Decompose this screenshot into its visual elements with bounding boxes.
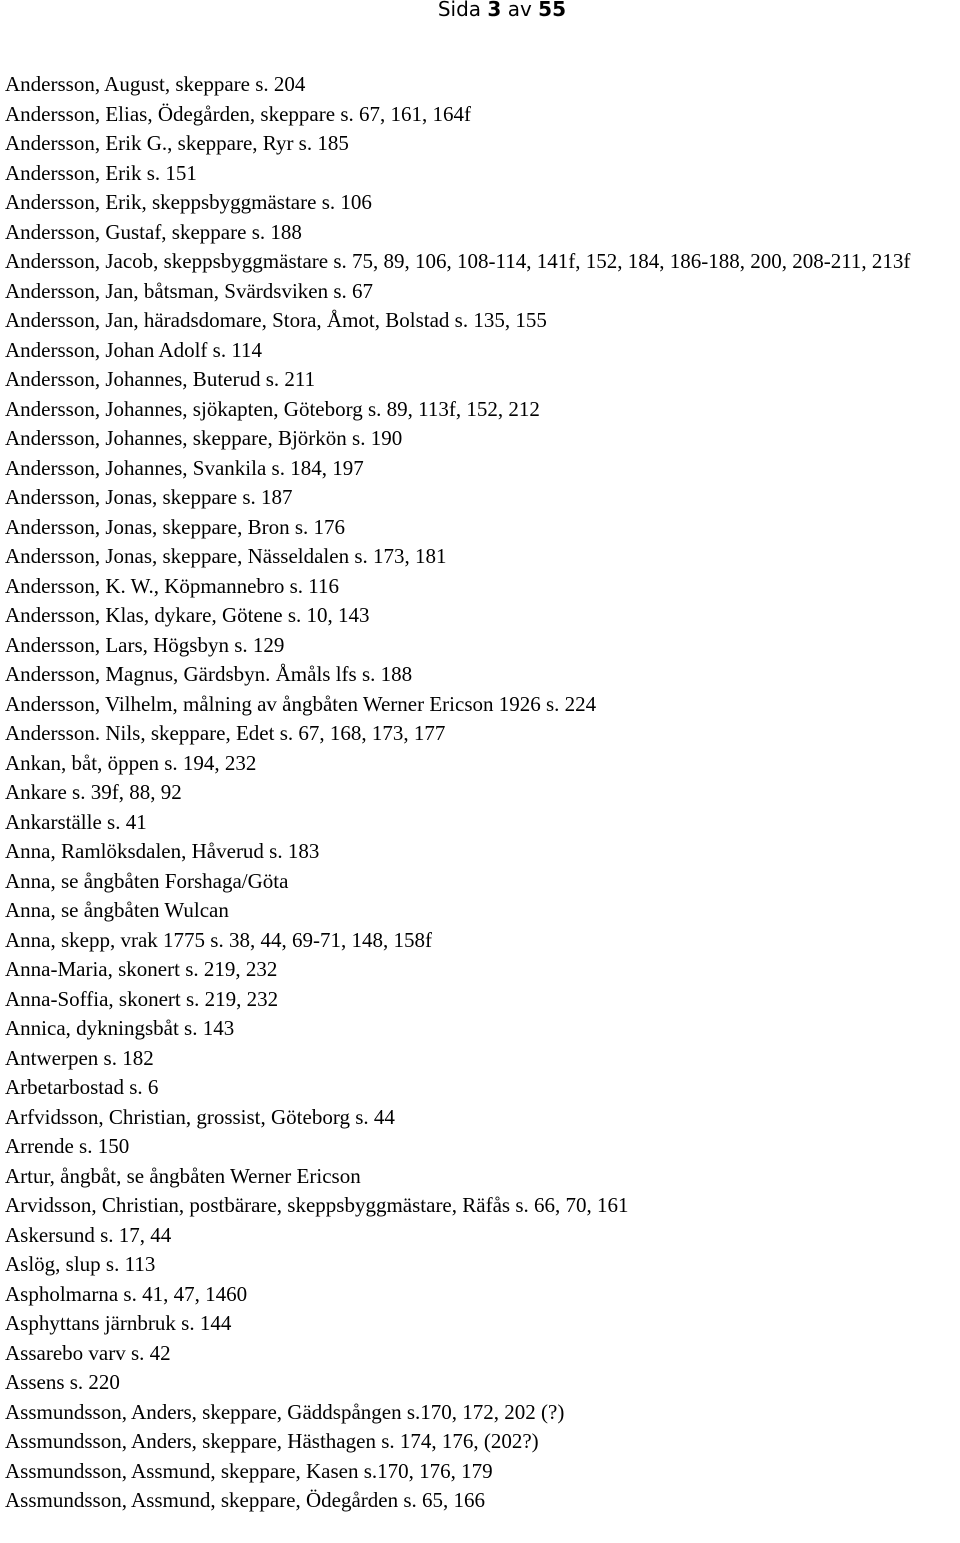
index-entry: Anna, se ångbåten Forshaga/Göta [5,868,289,893]
index-entry: Assmundsson, Anders, skeppare, Gäddspången s.170, 172, 202 (?) [5,1399,565,1424]
index-entry: Andersson, Johan Adolf s. 114 [5,337,263,362]
index-entry: Anna, skepp, vrak 1775 s. 38, 44, 69-71, 148, 158f [5,927,432,952]
index-entry: Anna-Maria, skonert s. 219, 232 [5,957,278,981]
index-entry: Assmundsson, Anders, skeppare, Hästhagen s. 174, 176, (202?) [5,1429,539,1453]
index-entry: Assmundsson, Assmund, skeppare, Kasen s.170, 176, 179 [5,1458,493,1483]
index-entry: Andersson, Erik, skeppsbyggmästare s. 106 [5,190,372,214]
index-entry: Arbetarbostad s. 6 [5,1075,159,1099]
page-indicator [438,0,566,22]
index-entry: Andersson, Klas, dykare, Götene s. 10, 143 [5,603,370,627]
index-entry: Ankan, båt, öppen s. 194, 232 [5,750,257,775]
current-page-number: 3 [487,0,502,21]
index-entry: Andersson, Jonas, skeppare s. 187 [5,485,293,509]
index-entry: Andersson, August, skeppare s. 204 [5,72,306,96]
index-entry: Andersson, Johannes, Buterud s. 211 [5,367,316,391]
index-entry: Andersson, Johannes, sjökapten, Göteborg s. 89, 113f, 152, 212 [5,396,540,421]
index-entry: Andersson, Erik G., skeppare, Ryr s. 185 [5,131,349,155]
index-entry: Andersson, Elias, Ödegården, skeppare s. 67, 161, 164f [5,101,471,126]
page-separator: av [507,0,532,21]
index-entry: Andersson, Jonas, skeppare, Bron s. 176 [5,514,346,539]
index-entry: Assens s. 220 [5,1370,120,1394]
index-entry: Andersson, Johannes, skeppare, Björkön s. 190 [5,426,403,450]
index-entry: Andersson, Magnus, Gärdsbyn. Åmåls lfs s. 188 [5,662,413,686]
index-entry: Annica, dykningsbåt s. 143 [5,1016,235,1040]
index-entry: Ankare s. 39f, 88, 92 [5,780,182,804]
index-entry: Andersson, Erik s. 151 [5,160,197,185]
index-entry: Andersson, K. W., Köpmannebro s. 116 [5,573,340,598]
index-entry: Assarebo varv s. 42 [5,1340,171,1365]
index-entry: Asphyttans järnbruk s. 144 [5,1311,232,1335]
index-entry: Assmundsson, Assmund, skeppare, Ödegården s. 65, 166 [5,1488,486,1512]
index-entry: Arfvidsson, Christian, grossist, Göteborg s. 44 [5,1104,395,1129]
index-entry: Andersson. Nils, skeppare, Edet s. 67, 168, 173, 177 [5,721,446,745]
index-entry: Andersson, Jan, häradsdomare, Stora, Åmot, Bolstad s. 135, 155 [5,308,547,332]
index-entry: Anna, se ångbåten Wulcan [5,898,229,922]
index-entry: Artur, ångbåt, se ångbåten Werner Ericson [5,1163,361,1188]
index-entries-list [5,70,960,1516]
total-pages-number: 55 [538,0,566,21]
index-entry: Antwerpen s. 182 [5,1045,154,1070]
index-entry: Anna-Soffia, skonert s. 219, 232 [5,986,279,1011]
index-entry: Andersson, Lars, Högsbyn s. 129 [5,632,285,657]
index-entry: Ankarställe s. 41 [5,809,147,834]
index-entry: Andersson, Jonas, skeppare, Nässeldalen s. 173, 181 [5,544,447,568]
index-entry: Andersson, Gustaf, skeppare s. 188 [5,219,302,244]
index-entry: Aspholmarna s. 41, 47, 1460 [5,1281,248,1306]
index-entry: Arvidsson, Christian, postbärare, skeppsbyggmästare, Räfås s. 66, 70, 161 [5,1193,629,1217]
index-entry: Andersson, Jan, båtsman, Svärdsviken s. 67 [5,278,374,303]
index-entry: Andersson, Vilhelm, målning av ångbåten Werner Ericson 1926 s. 224 [5,691,597,716]
index-entry: Arrende s. 150 [5,1134,130,1158]
page-label: Sida [437,0,482,21]
index-entry: Aslög, slup s. 113 [5,1252,156,1276]
index-entry: Andersson, Jacob, skeppsbyggmästare s. 75, 89, 106, 108-114, 141f, 152, 184, 186-188, 200, 208-211, 213f [5,249,911,273]
index-entry: Askersund s. 17, 44 [5,1222,172,1247]
index-entry: Andersson, Johannes, Svankila s. 184, 197 [5,455,364,480]
index-entry: Anna, Ramlöksdalen, Håverud s. 183 [5,839,320,863]
